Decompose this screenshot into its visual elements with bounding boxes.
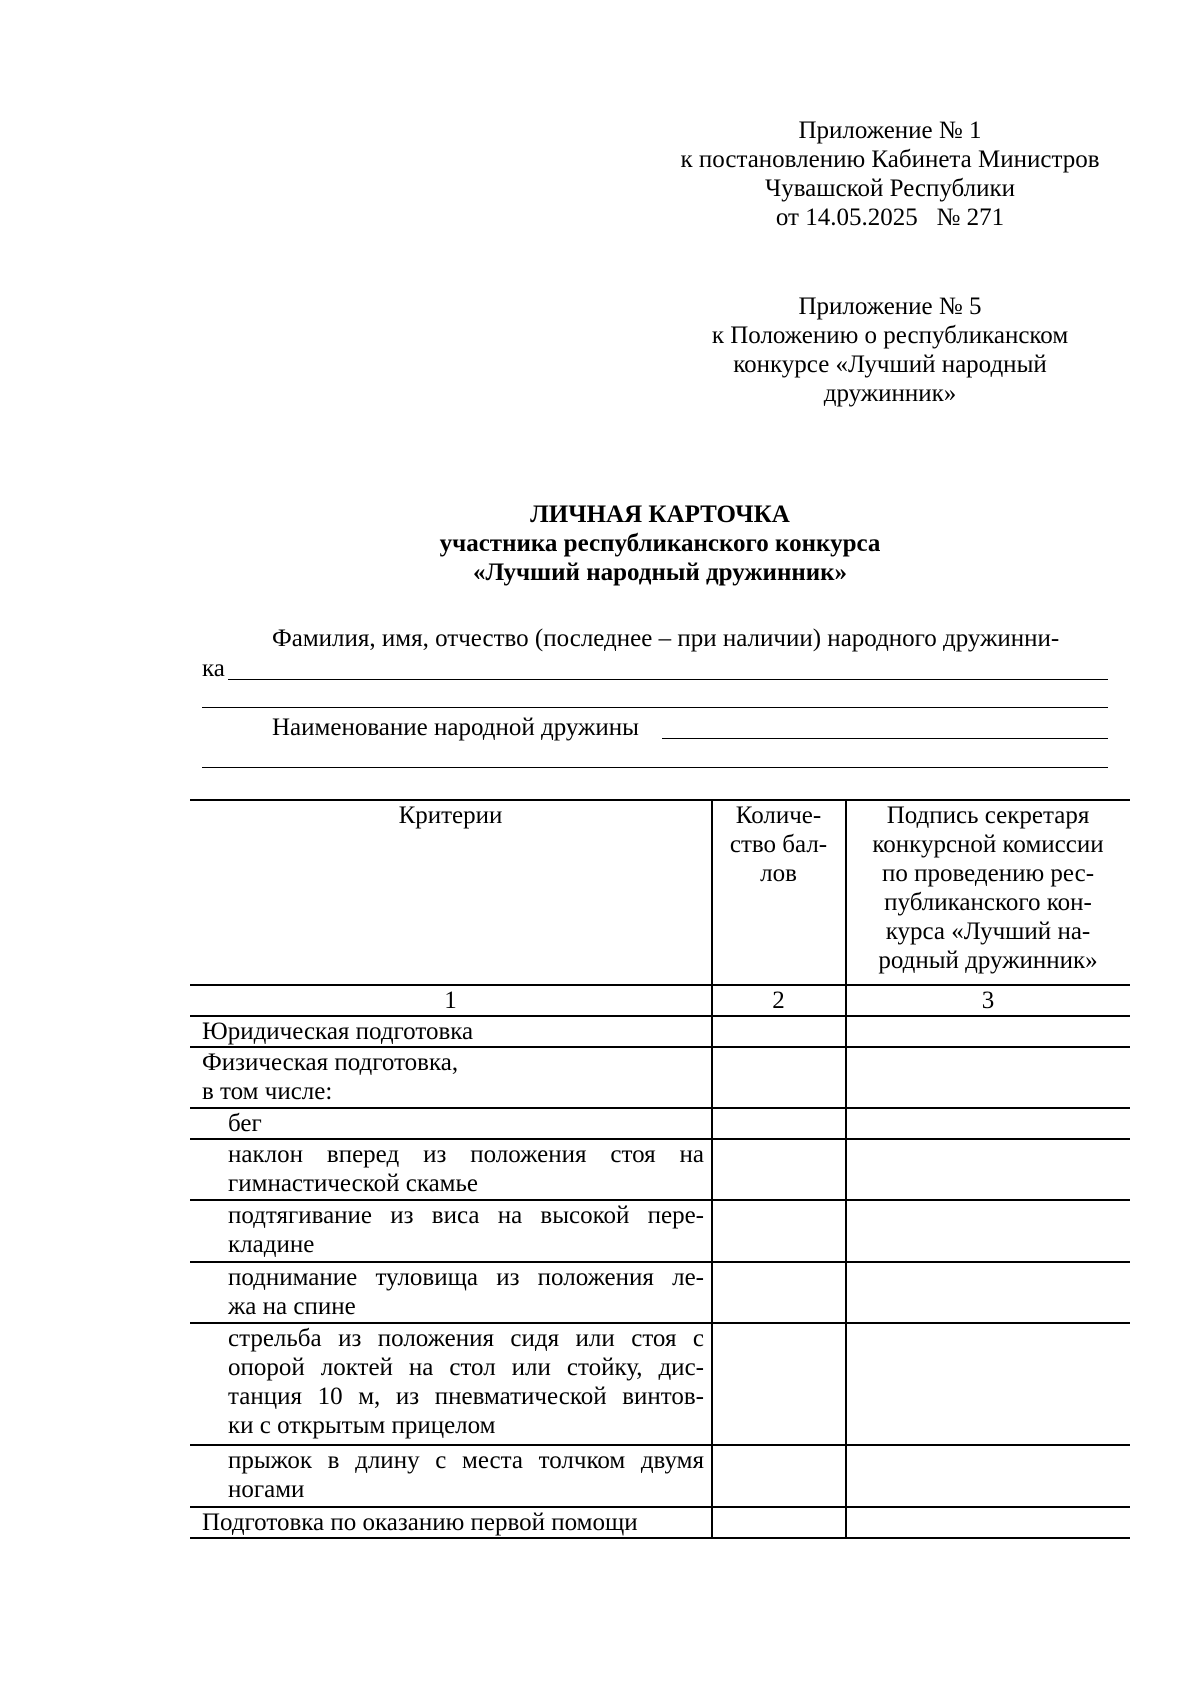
criterion-line: ки с открытым прицелом (228, 1412, 496, 1439)
document-title (190, 500, 1130, 587)
criterion-line: гимнастической скамье (228, 1170, 478, 1197)
criterion-line: прыжок в длину с места толчком двумя (228, 1447, 704, 1474)
criterion-running (228, 1109, 704, 1138)
appendix-5-line: конкурсе «Лучший народный (733, 351, 1047, 378)
criterion-line: стрельба из положения сидя или стоя с (228, 1325, 704, 1352)
fio-label: Фамилия, имя, отчество (последнее – при наличии) народного дружинни- (272, 625, 1060, 652)
header-criteria: Критерии (398, 802, 503, 829)
criterion-legal: Юридическая подготовка (202, 1018, 474, 1045)
criterion-shooting (228, 1324, 704, 1440)
header-signature-line: по проведению рес- (881, 860, 1095, 887)
appendix-5-line: дружинник» (823, 380, 957, 407)
team-label: Наименование народной дружины (272, 714, 639, 741)
criterion-first-aid: Подготовка по оказанию первой помощи (202, 1509, 638, 1536)
fio-field[interactable] (228, 679, 1108, 680)
column-number: 3 (981, 987, 995, 1014)
criterion-line: кладине (228, 1231, 315, 1258)
criterion-line: Физическая подготовка, (202, 1049, 459, 1076)
criterion-long-jump (228, 1446, 704, 1504)
header-points (712, 801, 845, 888)
criterion-forward-bend (228, 1140, 704, 1198)
header-signature-line: курса «Лучший на- (885, 918, 1091, 945)
column-number: 1 (444, 987, 457, 1014)
title-line-2: участника республиканского конкурса (439, 530, 881, 557)
header-points-line: Количе- (735, 802, 822, 829)
table-border-bottom (190, 1537, 1130, 1539)
header-points-line: ство бал- (729, 831, 828, 858)
appendix-1-line: к постановлению Кабинета Министров (680, 146, 1100, 173)
criterion-line: в том числе: (202, 1078, 333, 1105)
team-name-field[interactable] (662, 738, 1108, 739)
criterion-line: бег (228, 1110, 262, 1137)
criterion-sit-ups (228, 1263, 704, 1321)
header-signature-line: публиканского кон- (884, 889, 1092, 916)
fio-label-continuation: ка (202, 655, 225, 682)
criterion-physical (202, 1048, 702, 1106)
header-signature-line: родный дружинник» (878, 947, 1098, 974)
criterion-line: ногами (228, 1476, 305, 1503)
appendix-1-line: Приложение № 1 (798, 117, 982, 144)
fio-field-line-2[interactable] (202, 707, 1108, 708)
appendix-1-line: от 14.05.2025 № 271 (775, 204, 1005, 231)
criterion-line: жа на спине (228, 1293, 356, 1320)
criterion-line: поднимание туловища из положения ле- (228, 1264, 704, 1291)
header-signature-line: Подпись секретаря (886, 802, 1090, 829)
criterion-pull-ups (228, 1201, 704, 1259)
table-col-divider (711, 799, 713, 1538)
column-number: 2 (772, 987, 785, 1014)
appendix-5-line: Приложение № 5 (798, 293, 982, 320)
criterion-line: танция 10 м, из пневматической винтов- (228, 1383, 704, 1410)
appendix-1-block (660, 116, 1120, 232)
header-signature-line: конкурсной комиссии (872, 831, 1104, 858)
appendix-5-block (680, 292, 1100, 408)
appendix-1-line: Чувашской Республики (764, 175, 1016, 202)
title-line-1: ЛИЧНАЯ КАРТОЧКА (530, 501, 790, 528)
criterion-line: подтягивание из виса на высокой пере- (228, 1202, 704, 1229)
criterion-line: наклон вперед из положения стоя на (228, 1141, 704, 1168)
appendix-5-line: к Положению о республиканском (711, 322, 1069, 349)
criterion-line: опорой локтей на стол или стойку, дис- (228, 1354, 704, 1381)
team-name-field-line-2[interactable] (202, 767, 1108, 768)
header-points-line: лов (760, 860, 797, 887)
header-signature (846, 801, 1130, 975)
title-line-3: «Лучший народный дружинник» (472, 559, 848, 586)
